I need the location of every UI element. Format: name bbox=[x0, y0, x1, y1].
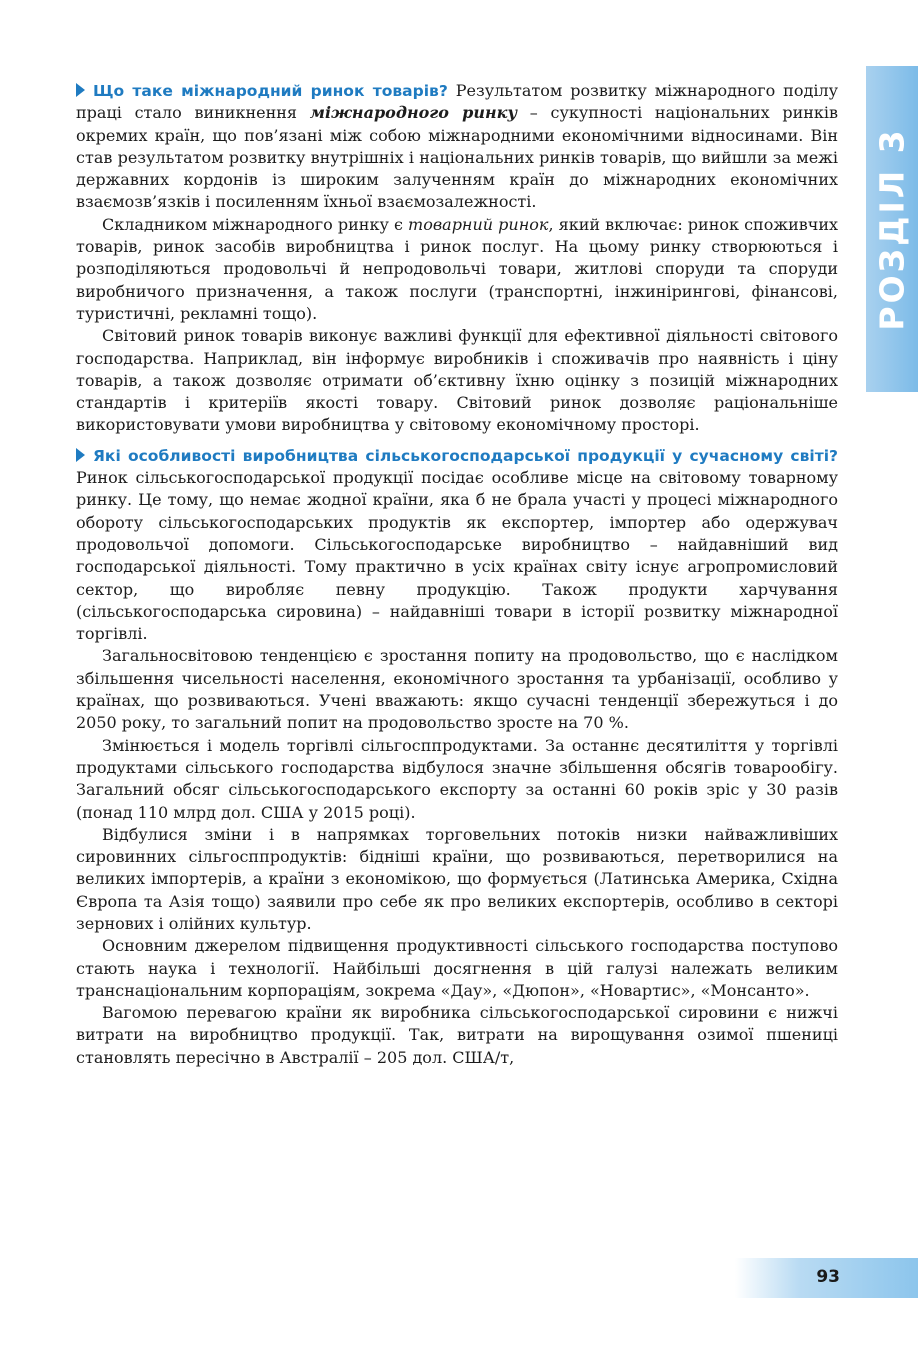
section1-p1-term: міжнародного ринку bbox=[309, 103, 518, 123]
page-number: 93 bbox=[816, 1267, 840, 1287]
section2-paragraph-3: Змінюється і модель торгівлі сільгосппродуктами. За останнє десятиліття у торгівлі продуктами сільського господарства відбулося значне збільшення обсягів товарообігу. Загальний обсяг сільськогосподарського експорту за останні 60 років зріс у 30 разів (понад 110 млрд дол. США у 2015 році). bbox=[76, 735, 838, 822]
section1-paragraph-3: Світовий ринок товарів виконує важливі функції для ефективної діяльності світового господарства. Наприклад, він інформує виробників і споживачів про наявність і ціну товарів, а також дозволяє отримати об’єктивну їхню оцінку з позицій міжнародних стандартів і критеріїв якості товару. Світовий ринок дозволяє раціональніше використовувати умови виробництва у світовому економічному просторі. bbox=[76, 326, 838, 435]
page-content bbox=[76, 80, 838, 1069]
section-tab bbox=[866, 66, 918, 392]
page-number-bar bbox=[735, 1258, 918, 1298]
section1-p2-text-b: , який включає: ринок споживчих товарів, ринок засобів виробництва і ринок послуг. На цьому ринку створюються і розподіляються продовольчі й непродовольчі товари, житлові споруди та споруди виробничого призначення, а також послуги (транспортні, інжинірингові, фінансові, туристичні, рекламні тощо). bbox=[76, 214, 839, 323]
section1-p1-text-a: Результатом розвитку міжнародного поділу праці стало виникнення bbox=[76, 81, 839, 123]
section1-p2-term: товарний ринок bbox=[408, 214, 549, 234]
section2-paragraph-4: Відбулися зміни і в напрямках торговельних потоків низки найважливіших сировинних сільгосппродуктів: бідніші країни, що розвиваються, перетворилися на великих імпортерів, а країни з економікою, що формується (Латинська Америка, Східна Європа та Азія тощо) заявили про себе як про великих експортерів, особливо в секторі зернових і олійних культур. bbox=[76, 824, 838, 933]
section1-question: Що таке міжнародний ринок товарів? bbox=[93, 82, 448, 100]
section2-question: Які особливості виробництва сільськогосподарської продукції у сучасному світі? bbox=[93, 446, 838, 465]
question-marker-icon bbox=[76, 448, 85, 462]
section1-p1-text-b: – сукупності національних ринків окремих країн, що пов’язані між собою міжнародними економічними відносинами. Він став результатом розвитку внутрішніх і національних ринків товарів, що вийшли за межі державних кордонів із широким залученням країн до міжнародних економічних взаємозв’язків і посиленням їхньої взаємозалежності. bbox=[76, 103, 839, 212]
section2-paragraph-2: Загальносвітовою тенденцією є зростання попиту на продовольство, що є наслідком збільшення чисельності населення, економічного зростання та урбанізації, особливо у країнах, що розвиваються. Учені вважають: якщо сучасні тенденції збережуться і до 2050 року, то загальний попит на продовольство зросте на 70 %. bbox=[76, 646, 838, 733]
section2-p1-text: Ринок сільськогосподарської продукції посідає особливе місце на світовому товарному ринку. Це тому, що немає жодної країни, яка б не брала участі у процесі міжнародного обороту сільськогосподарських продуктів як експортер, імпортер або одержувач продовольчої допомоги. Сільськогосподарське виробництво – найдавніший вид господарської діяльності. Тому практично в усіх країнах світу існує агропромисловий сектор, що виробляє певну продукцію. Також продукти харчування (сільськогосподарська сировина) – найдавніші товари в історії розвитку міжнародної торгівлі. bbox=[76, 468, 838, 644]
section1-intro-paragraph bbox=[76, 80, 838, 214]
section2-paragraph-5: Основним джерелом підвищення продуктивності сільського господарства поступово стають наука і технології. Найбільші досягнення в цій галузі належать великим транснаціональним корпораціям, зокрема «Дау», «Дюпон», «Новартис», «Монсанто». bbox=[76, 936, 838, 1000]
section1-paragraph-2 bbox=[76, 214, 838, 325]
section-tab-label: РОЗДІЛ 3 bbox=[872, 127, 912, 331]
section2-paragraph-6: Вагомою перевагою країни як виробника сільськогосподарської сировини є нижчі витрати на виробництво продукції. Так, витрати на вирощування озимої пшениці становлять пересічно в Австралії – 205 дол. США/т, bbox=[76, 1003, 838, 1067]
section1-p2-text-a: Складником міжнародного ринку є bbox=[102, 214, 409, 234]
section2-intro-paragraph bbox=[76, 445, 838, 646]
question-marker-icon bbox=[76, 83, 85, 97]
